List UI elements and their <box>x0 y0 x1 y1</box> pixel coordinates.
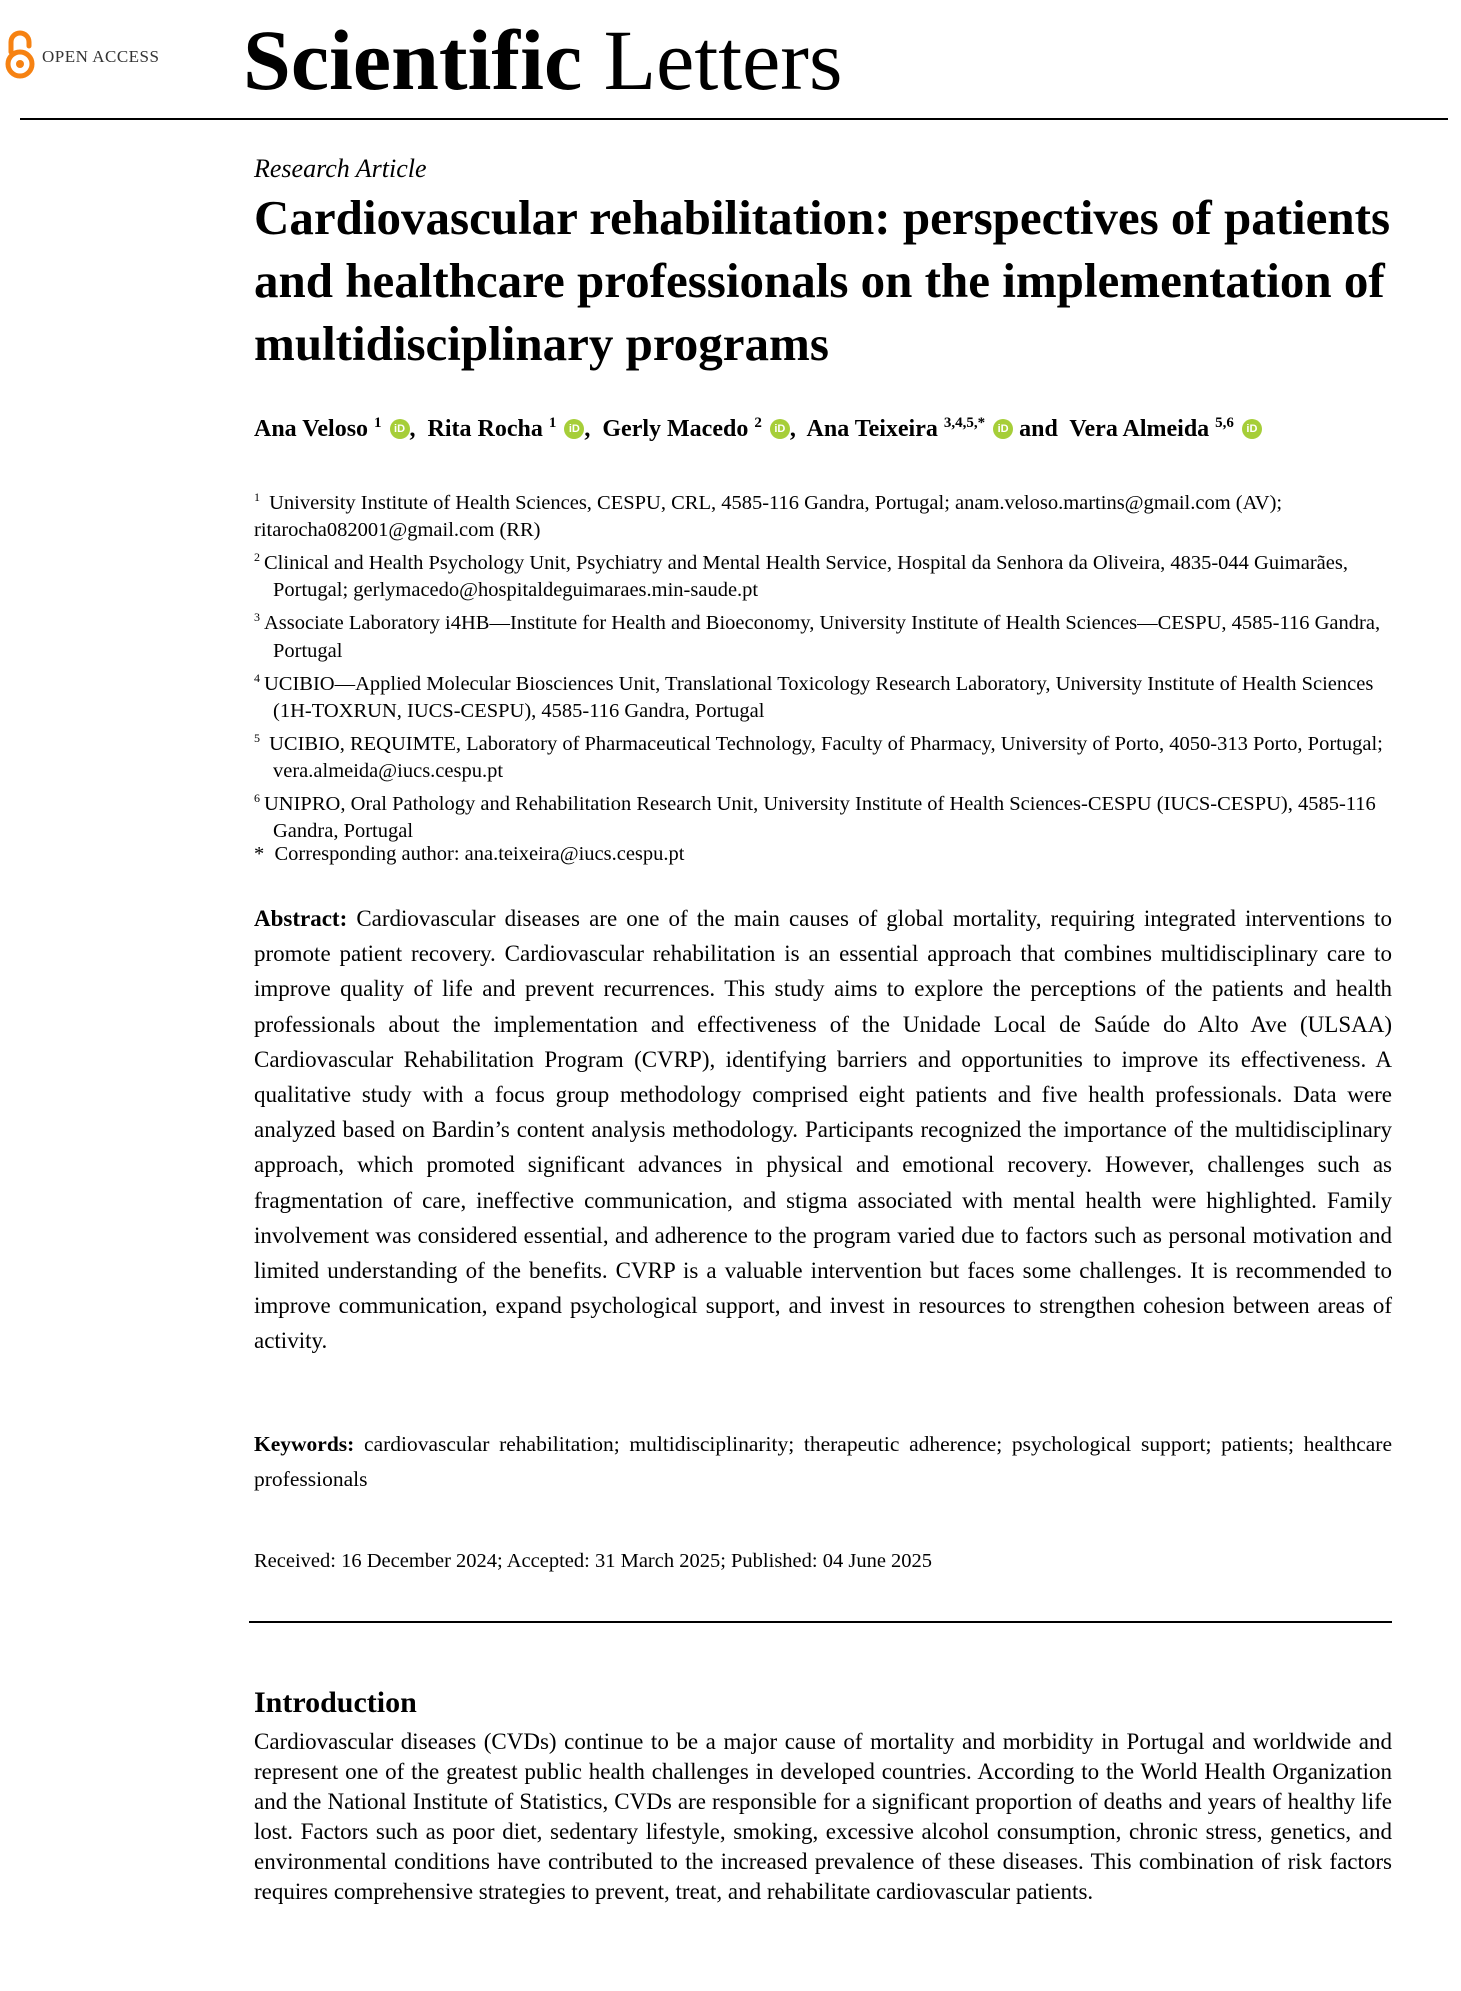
publication-dates: Received: 16 December 2024; Accepted: 31 March 2025; Published: 04 June 2025 <box>254 1550 933 1572</box>
affiliation <box>254 484 1392 544</box>
author-affiliation-ref: 1 <box>374 415 382 431</box>
author-separator: , <box>789 416 802 442</box>
author-name: Ana Teixeira <box>806 416 938 442</box>
affiliation-text: UNIPRO, Oral Pathology and Rehabilitation Research Unit, University Institute of Health Sciences-CESPU (IUCS-CESPU), 4585-116 Gandra, Portugal <box>264 793 1376 843</box>
affiliation-number: 1 <box>254 490 260 504</box>
section-heading-introduction: Introduction <box>254 1686 417 1719</box>
affiliation <box>254 665 1392 725</box>
author[interactable] <box>428 416 585 442</box>
affiliation-text: University Institute of Health Sciences, CESPU, CRL, 4585-116 Gandra, Portugal; anam.veloso.martins@gmail.com (AV); ritarocha082001@gmail.com (RR) <box>254 491 1283 542</box>
affiliation-number: 3 <box>254 610 260 625</box>
open-access-label: OPEN ACCESS <box>42 47 160 66</box>
introduction-paragraph: Cardiovascular diseases (CVDs) continue to be a major cause of mortality and morbidity in Portugal and worldwide and represent one of the greatest public health challenges in developed countries. According to the World Health Organization and the National Institute of Statistics, CVDs are responsible for a significant proportion of deaths and years of healthy life lost. Factors such as poor diet, sedentary lifestyle, smoking, excessive alcohol consumption, chronic stress, genetics, and environmental conditions have contributed to the increased prevalence of these diseases. This combination of risk factors requires comprehensive strategies to prevent, treat, and rehabilitate cardiovascular patients. <box>254 1729 1392 1904</box>
header-divider <box>20 118 1448 120</box>
affiliation <box>254 604 1392 664</box>
author-name: Rita Rocha <box>427 416 543 442</box>
affiliation <box>254 725 1392 785</box>
author-affiliation-ref: 3,4,5,* <box>943 415 986 431</box>
author[interactable] <box>807 416 1014 442</box>
affiliation-number: 5 <box>254 730 260 745</box>
author-name: Gerly Macedo <box>602 416 749 442</box>
author-separator: , <box>584 416 597 442</box>
affiliation <box>254 544 1392 604</box>
affiliation-list <box>254 484 1392 845</box>
keywords <box>254 1427 1392 1497</box>
affiliation-text: Clinical and Health Psychology Unit, Psychiatry and Mental Health Service, Hospital da Senhora da Oliveira, 4835-044 Guimarães, Portugal; gerlymacedo@hospitaldeguimaraes.min-saude.pt <box>264 552 1348 602</box>
author-name: Vera Almeida <box>1069 416 1210 442</box>
affiliation-number: 2 <box>254 550 260 565</box>
journal-name <box>243 10 842 110</box>
author[interactable] <box>254 416 410 442</box>
keywords-label: Keywords: <box>254 1432 355 1456</box>
author[interactable] <box>1069 416 1262 442</box>
open-access-lock-icon <box>3 30 37 80</box>
affiliation-text: UCIBIO—Applied Molecular Biosciences Unit, Translational Toxicology Research Laboratory, University Institute of Health Sciences (1H-TOXRUN, IUCS-CESPU), 4585-116 Gandra, Portugal <box>264 672 1374 722</box>
affiliation-number: 4 <box>254 670 260 685</box>
orcid-icon[interactable]: iD <box>390 419 410 439</box>
orcid-icon[interactable]: iD <box>1242 419 1262 439</box>
journal-name-regular: Letters <box>603 12 843 108</box>
affiliation-text: UCIBIO, REQUIMTE, Laboratory of Pharmaceutical Technology, Faculty of Pharmacy, University of Porto, 4050-313 Porto, Portugal; vera.almeida@iucs.cespu.pt <box>269 732 1383 782</box>
author-name: Ana Veloso <box>254 416 369 442</box>
orcid-icon[interactable]: iD <box>770 419 790 439</box>
affiliation-text: Associate Laboratory i4HB—Institute for Health and Bioeconomy, University Institute of Health Sciences—CESPU, 4585-116 Gandra, Portugal <box>264 612 1381 662</box>
article-type: Research Article <box>254 154 427 183</box>
keywords-text: cardiovascular rehabilitation; multidisciplinarity; therapeutic adherence; psychological support; patients; healthcare professionals <box>254 1432 1393 1491</box>
abstract-text: Cardiovascular diseases are one of the main causes of global mortality, requiring integrated interventions to promote patient recovery. Cardiovascular rehabilitation is an essential approach that combines multidisciplinary care to improve quality of life and prevent recurrences. This study aims to explore the perceptions of the patients and health professionals about the implementation and effectiveness of the Unidade Local de Saúde do Alto Ave (ULSAA) Cardiovascular Rehabilitation Program (CVRP), identifying barriers and opportunities to improve its effectiveness. A qualitative study with a focus group methodology comprised eight patients and five health professionals. Data were analyzed based on Bardin’s content analysis methodology. Participants recognized the importance of the multidisciplinary approach, which promoted significant advances in physical and emotional recovery. However, challenges such as fragmentation of care, ineffective communication, and stigma associated with mental health were highlighted. Family involvement was considered essential, and adherence to the program varied due to factors such as personal motivation and limited understanding of the benefits. CVRP is a valuable intervention but faces some challenges. It is recommended to improve communication, expand psychological support, and invest in resources to strengthen cohesion between areas of activity. <box>254 906 1392 1354</box>
journal-name-bold: Scientific <box>243 12 583 108</box>
section-divider <box>249 1621 1392 1623</box>
abstract <box>254 901 1392 1359</box>
corresponding-author: * Corresponding author: ana.teixeira@iucs.cespu.pt <box>254 843 685 865</box>
author-affiliation-ref: 2 <box>754 415 762 431</box>
affiliation-number: 6 <box>254 791 260 806</box>
article-title: Cardiovascular rehabilitation: perspectives of patients and healthcare professionals on the implementation of multidisciplinary programs <box>254 190 1391 371</box>
author-affiliation-ref: 1 <box>548 415 557 431</box>
affiliation <box>254 785 1392 845</box>
author-separator: and <box>1013 416 1064 442</box>
author-affiliation-ref: 5,6 <box>1215 415 1234 431</box>
author-list <box>254 406 1392 446</box>
author[interactable] <box>602 416 789 442</box>
orcid-icon[interactable]: iD <box>993 419 1013 439</box>
author-separator: , <box>409 416 422 442</box>
abstract-label: Abstract: <box>254 906 348 931</box>
orcid-icon[interactable]: iD <box>564 419 584 439</box>
